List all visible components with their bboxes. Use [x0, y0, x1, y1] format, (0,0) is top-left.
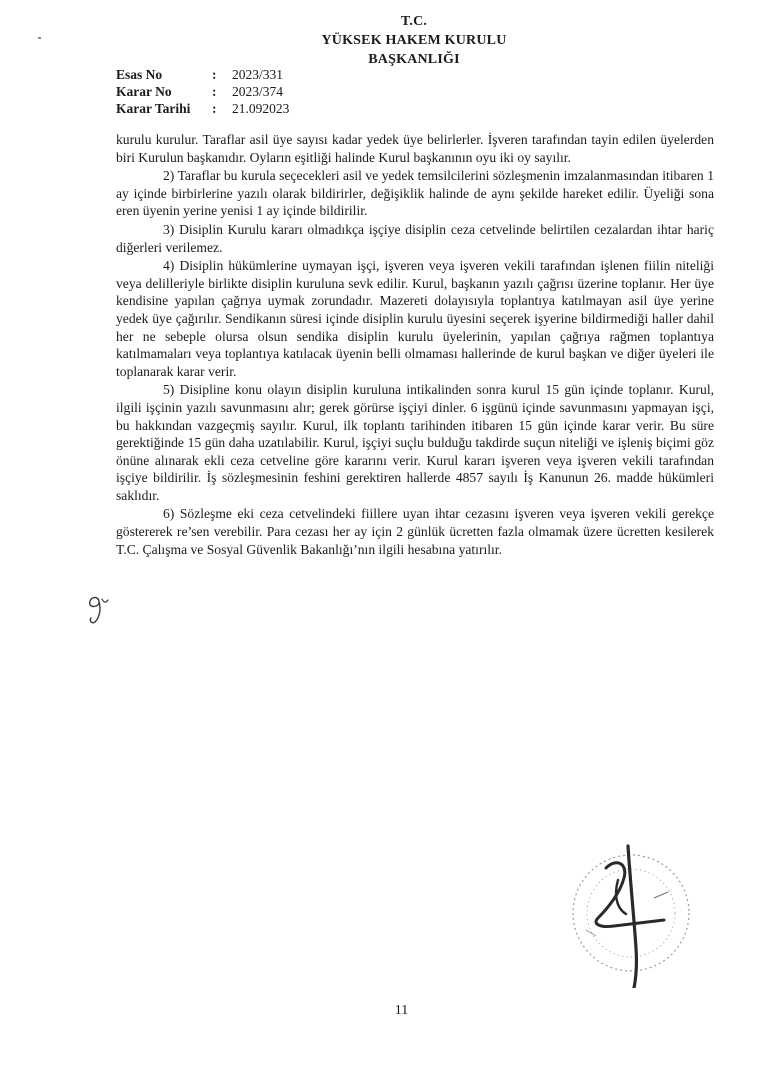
case-meta-block	[116, 66, 289, 117]
meta-value: 2023/331	[232, 67, 284, 82]
meta-colon: :	[212, 84, 217, 99]
paragraph-item-5: 5) Disipline konu olayın disiplin kuruluna intikalinden sonra kurul 15 gün içinde toplanır. Kurul, ilgili işçinin yazılı savunmasını alır; gerek görürse işçiyi dinler. 6 işgünü içinde savunmasını yapmayan işçi, bu hakkından vazgeçmiş sayılır. Kurul, ilk toplantı tarihinden itibaren 15 gün içinde karar verir. Bu süre gerektiğinde 15 gün daha uzatılabilir. Kurul, işçiyi suçlu bulduğu takdirde suçun niteliği ve işleniş biçimi göz önüne alınarak ekli ceza cetveline göre kararını verir. Kurul kararı işveren veya işveren vekili tarafından işçiye bildirilir. İş sözleşmesinin feshini gerektiren hallerde 4857 sayılı İş Kanunun 26. madde hükümleri saklıdır.	[116, 382, 714, 503]
header-line-institution: YÜKSEK HAKEM KURULU	[321, 33, 507, 48]
document-body	[116, 131, 714, 559]
header-line-tc: T.C.	[400, 14, 428, 29]
page-number: 11	[394, 1003, 409, 1018]
meta-colon: :	[212, 67, 217, 82]
meta-colon: :	[212, 101, 217, 116]
paragraph-continuation: kurulu kurulur. Taraflar asil üye sayısı kadar yedek üye belirlerler. İşveren tarafından tayin edilen üyelerden biri Kurulun başkanıdır. Oyların eşitliği halinde Kurul başkanının oyu iki oy sayılır.	[116, 132, 714, 165]
meta-label: Karar Tarihi	[116, 101, 191, 116]
paragraph-item-4: 4) Disiplin hükümlerine uymayan işçi, işveren veya işveren vekili tarafından işlenen fiilin niteliği veya delilleriyle birlikte disiplin kuruluna sevk edilir. Kurul, başkanın yazılı çağrısı üzerine toplanır. Her üye kendisine yapılan çağrıya uymak zorundadır. Mazereti dolayısıyla toplantıya katılmayan asil üye yerine yedek üye çağırılır. Sendikanın süresi içinde disiplin kurulu üyesini seçerek işyerine bildirmediği haller dahil her ne sebeple olursa olsun sendika disiplin kurulu üyelerinin, yapılan çağrıya rağmen toplantıya katılmamaları veya toplantıya katılacak üyenin belli olmaması hallerinde de kurul başkan ve diğer üyeleri ile toplanarak karar verir.	[116, 258, 714, 379]
paragraph-item-6: 6) Sözleşme eki ceza cetvelindeki fiillere uyan ihtar cezasını işveren veya işveren vekili gerekçe göstererek re’sen verebilir. Para cezası her ay için 2 günlük ücretten fazla olmamak üzere ücretten kesilerek T.C. Çalışma ve Sosyal Güvenlik Bakanlığı’nın ilgili hesabına yatırılır.	[116, 506, 714, 557]
header-line-presidency: BAŞKANLIĞI	[368, 52, 460, 67]
paragraph-item-3: 3) Disiplin Kurulu kararı olmadıkça işçiye disiplin ceza cetvelinde belirtilen cezalardan ihtar hariç diğerleri verilemez.	[116, 221, 714, 255]
meta-value: 21.092023	[232, 101, 290, 116]
meta-row-karar-no	[116, 83, 289, 100]
meta-label: Karar No	[116, 84, 172, 99]
meta-row-karar-tarihi	[116, 100, 289, 117]
official-seal-with-signature	[556, 838, 706, 988]
document-header	[0, 12, 763, 69]
meta-row-esas-no	[116, 66, 289, 83]
paragraph-item-2: 2) Taraflar bu kurula seçecekleri asil ve yedek temsilcilerini sözleşmenin imzalanmasından itibaren 1 ay içinde birbirlerine yazılı olarak bildirirler, değişiklik halinde de aynı şekilde hareket edilir. Üyeliği sona eren üyenin yerine yenisi 1 ay içinde bildirilir.	[116, 168, 714, 219]
meta-value: 2023/374	[232, 84, 284, 99]
handwritten-margin-initial	[84, 591, 114, 625]
meta-label: Esas No	[116, 67, 163, 82]
